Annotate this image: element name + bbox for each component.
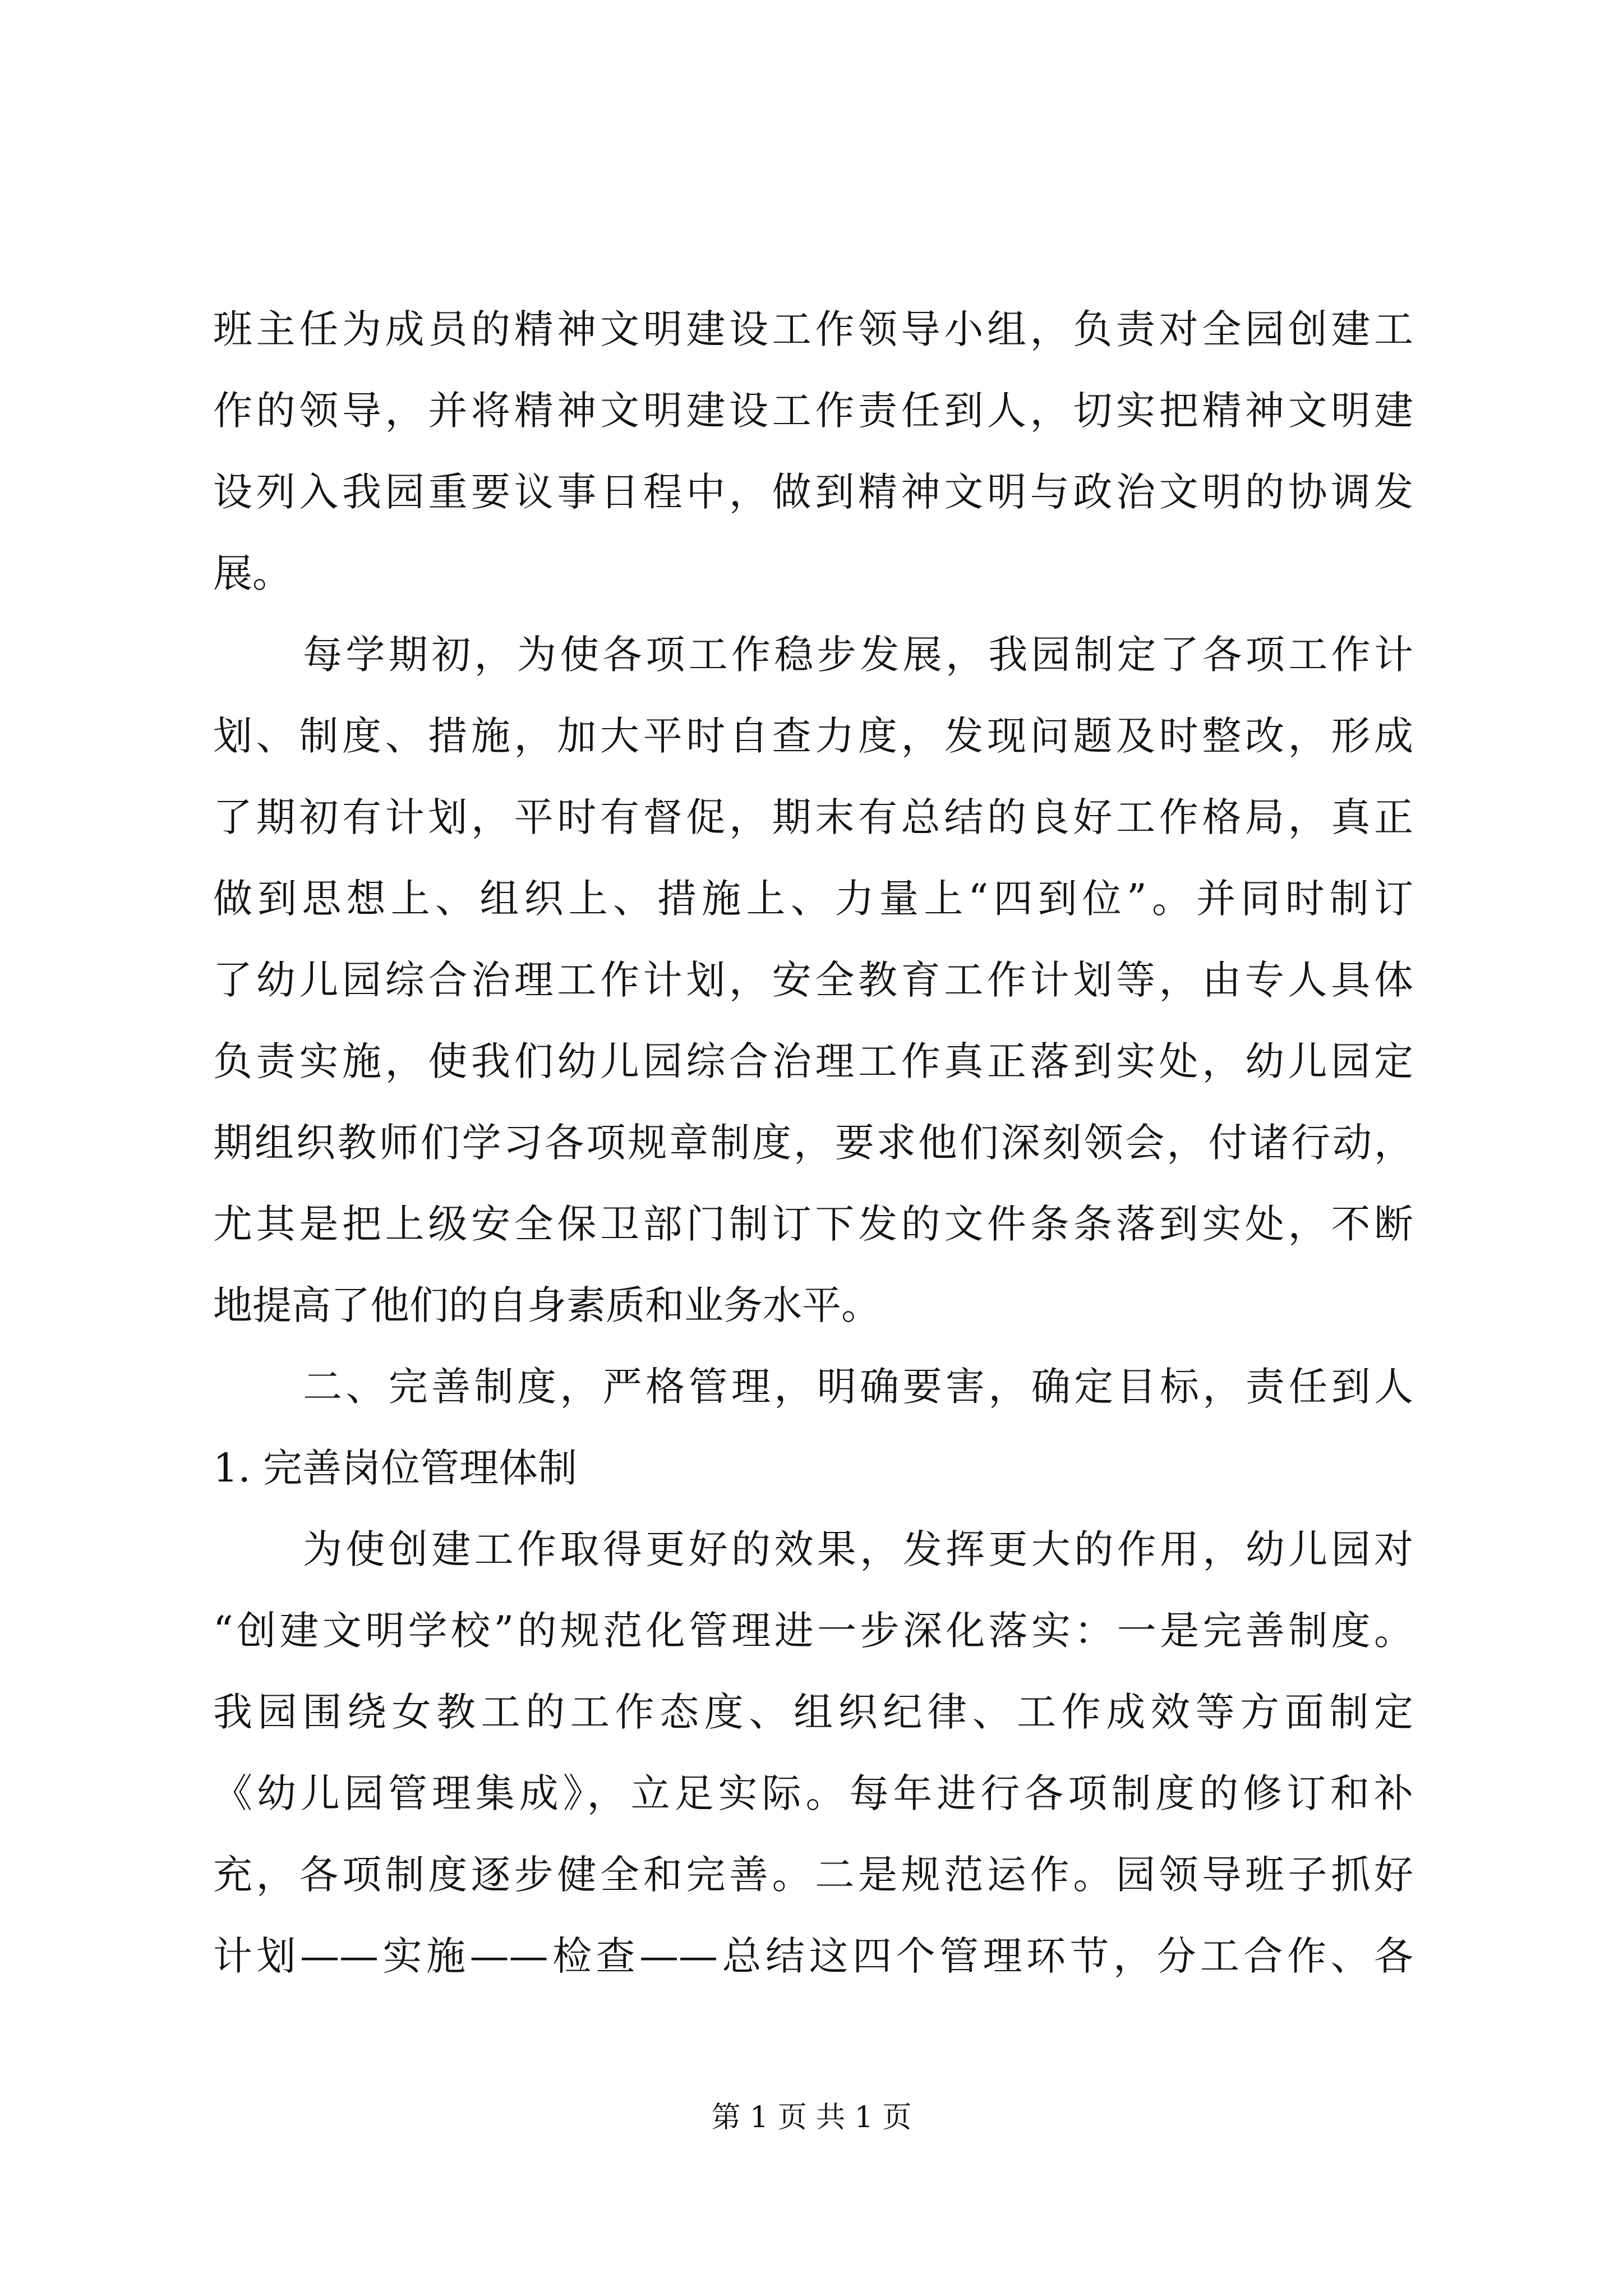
text-line: 每学期初，为使各项工作稳步发展，我园制定了各项工作计 bbox=[303, 632, 1413, 678]
text-line: 了期初有计划，平时有督促，期末有总结的良好工作格局，真正 bbox=[213, 794, 1413, 840]
text-line: 展。 bbox=[213, 550, 292, 596]
document-body bbox=[213, 289, 1413, 1997]
text-line: 了幼儿园综合治理工作计划，安全教育工作计划等，由专人具体 bbox=[213, 957, 1413, 1003]
text-line: 做到思想上、组织上、措施上、力量上“四到位”。并同时制订 bbox=[213, 876, 1413, 922]
text-line: 设列入我园重要议事日程中，做到精神文明与政治文明的协调发 bbox=[213, 469, 1413, 515]
text-line: 充，各项制度逐步健全和完善。二是规范运作。园领导班子抓好 bbox=[213, 1852, 1413, 1898]
text-line: 作的领导，并将精神文明建设工作责任到人，切实把精神文明建 bbox=[213, 388, 1413, 434]
text-line: 1. 完善岗位管理体制 bbox=[213, 1445, 578, 1491]
text-line: 负责实施，使我们幼儿园综合治理工作真正落到实处，幼儿园定 bbox=[213, 1038, 1413, 1084]
text-line: 计划——实施——检查——总结这四个管理环节，分工合作、各 bbox=[213, 1933, 1413, 1979]
text-line: 地提高了他们的自身素质和业务水平。 bbox=[213, 1282, 880, 1328]
text-line: 为使创建工作取得更好的效果，发挥更大的作用，幼儿园对 bbox=[303, 1526, 1413, 1572]
text-line: 尤其是把上级安全保卫部门制订下发的文件条条落到实处，不断 bbox=[213, 1201, 1413, 1247]
page-footer: 第 1 页 共 1 页 bbox=[711, 2101, 912, 2134]
text-line: 班主任为成员的精神文明建设工作领导小组，负责对全园创建工 bbox=[213, 306, 1413, 352]
text-line: 我园围绕女教工的工作态度、组织纪律、工作成效等方面制定 bbox=[213, 1689, 1413, 1735]
text-line: 期组织教师们学习各项规章制度，要求他们深刻领会，付诸行动， bbox=[213, 1120, 1413, 1166]
text-line: 《幼儿园管理集成》，立足实际。每年进行各项制度的修订和补 bbox=[213, 1770, 1413, 1816]
text-line: “创建文明学校”的规范化管理进一步深化落实：一是完善制度。 bbox=[213, 1608, 1413, 1654]
text-line: 二、完善制度，严格管理，明确要害，确定目标，责任到人 bbox=[303, 1364, 1413, 1410]
text-line: 划、制度、措施，加大平时自查力度，发现问题及时整改，形成 bbox=[213, 713, 1413, 759]
